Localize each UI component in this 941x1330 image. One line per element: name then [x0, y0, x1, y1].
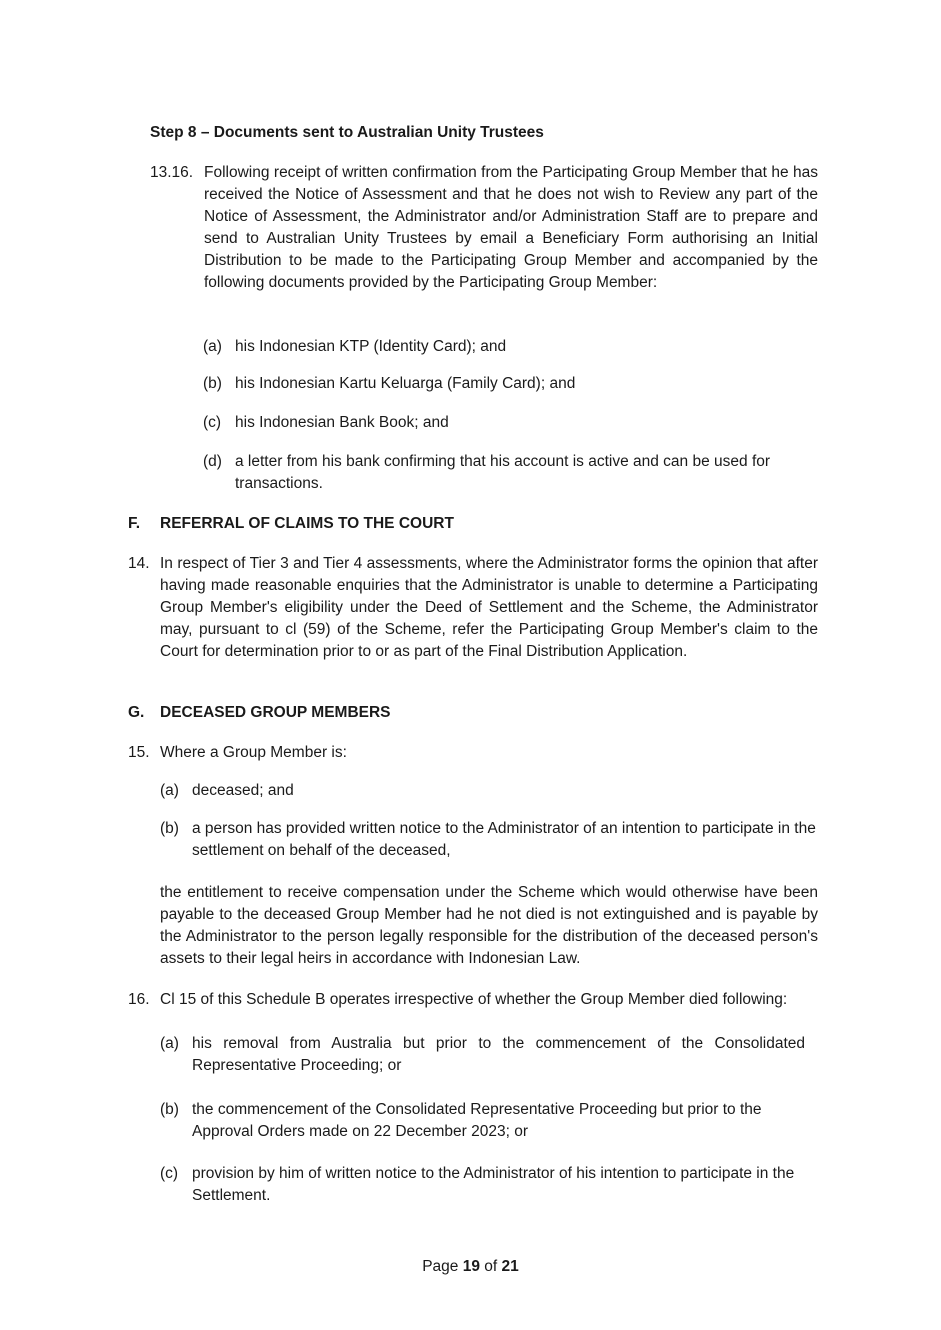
- list-item: [203, 412, 818, 434]
- item-label: (c): [160, 1165, 179, 1182]
- paragraph-text: Where a Group Member is:: [160, 744, 347, 761]
- paragraph-13-16: [150, 162, 820, 294]
- step8-heading: Step 8 – Documents sent to Australian Unity Trustees: [150, 124, 544, 141]
- item-label: (a): [160, 1035, 179, 1052]
- paragraph-14: [128, 553, 820, 663]
- paragraph-number: 16.: [128, 991, 150, 1008]
- page-prefix: Page: [422, 1258, 459, 1275]
- paragraph-15-tail: the entitlement to receive compensation under the Scheme which would otherwise have been payable to the deceased Group Member had he not died is not extinguished and is payable by the Administrator to the person legally responsible for the distribution of the deceased person's assets to their legal heirs in accordance with Indonesian Law.: [160, 884, 818, 967]
- list-item: [160, 1099, 818, 1143]
- item-text: his Indonesian Bank Book; and: [235, 414, 449, 431]
- paragraph-16: [128, 989, 820, 1011]
- item-text: provision by him of written notice to the Administrator of his intention to participate in the Settlement.: [192, 1165, 795, 1204]
- page-of: of: [484, 1258, 498, 1275]
- item-text: his Indonesian Kartu Keluarga (Family Card); and: [235, 375, 576, 392]
- paragraph-text: Following receipt of written confirmation from the Participating Group Member that he has received the Notice of Assessment and that he does not wish to Review any part of the Notice of Assessment, the Administrator and/or Administration Staff are to prepare and send to Australian Unity Trustees by email a Beneficiary Form authorising an Initial Distribution to be made to the Participating Group Member and accompanied by the following documents provided by the Participating Group Member:: [204, 164, 818, 291]
- paragraph-number: 13.16.: [150, 164, 194, 181]
- page-total: 21: [501, 1258, 519, 1275]
- list-item: [203, 373, 818, 395]
- section-title: DECEASED GROUP MEMBERS: [160, 704, 391, 721]
- item-label: (b): [160, 1101, 179, 1118]
- list-item: [160, 818, 818, 862]
- paragraph-text: In respect of Tier 3 and Tier 4 assessments, where the Administrator forms the opinion that after having made reasonable enquiries that the Administrator is unable to determine a Participating Group Member's eligibility under the Deed of Settlement and the Scheme, the Administrator may, pursuant to cl (59) of the Scheme, refer the Participating Group Member's claim to the Court for determination prior to or as part of the Final Distribution Application.: [160, 555, 818, 660]
- list-item: [203, 451, 818, 495]
- list-item: [203, 336, 818, 358]
- page-footer: [0, 1258, 941, 1276]
- item-text: his removal from Australia but prior to the commencement of the Consolidated Representative Proceeding; or: [192, 1035, 805, 1074]
- item-label: (b): [203, 375, 222, 392]
- paragraph-number: 15.: [128, 744, 150, 761]
- section-title: REFERRAL OF CLAIMS TO THE COURT: [160, 515, 454, 532]
- item-text: deceased; and: [192, 782, 294, 799]
- item-text: a letter from his bank confirming that his account is active and can be used for transactions.: [235, 453, 771, 492]
- paragraph-15: [128, 742, 820, 764]
- page-number: 19: [462, 1258, 480, 1275]
- item-text: a person has provided written notice to the Administrator of an intention to participate in the settlement on behalf of the deceased,: [192, 820, 816, 859]
- list-item: [160, 1163, 818, 1207]
- item-label: (a): [203, 338, 222, 355]
- paragraph-number: 14.: [128, 555, 150, 572]
- list-item: [160, 1033, 805, 1077]
- item-label: (c): [203, 414, 222, 431]
- section-letter: G.: [128, 704, 145, 721]
- item-text: his Indonesian KTP (Identity Card); and: [235, 338, 507, 355]
- item-text: the commencement of the Consolidated Representative Proceeding but prior to the Approval Orders made on 22 December 2023; or: [192, 1101, 762, 1140]
- item-label: (b): [160, 820, 179, 837]
- list-item: [160, 780, 818, 802]
- item-label: (d): [203, 453, 222, 470]
- section-letter: F.: [128, 515, 141, 532]
- paragraph-text: Cl 15 of this Schedule B operates irrespective of whether the Group Member died following:: [160, 991, 788, 1008]
- item-label: (a): [160, 782, 179, 799]
